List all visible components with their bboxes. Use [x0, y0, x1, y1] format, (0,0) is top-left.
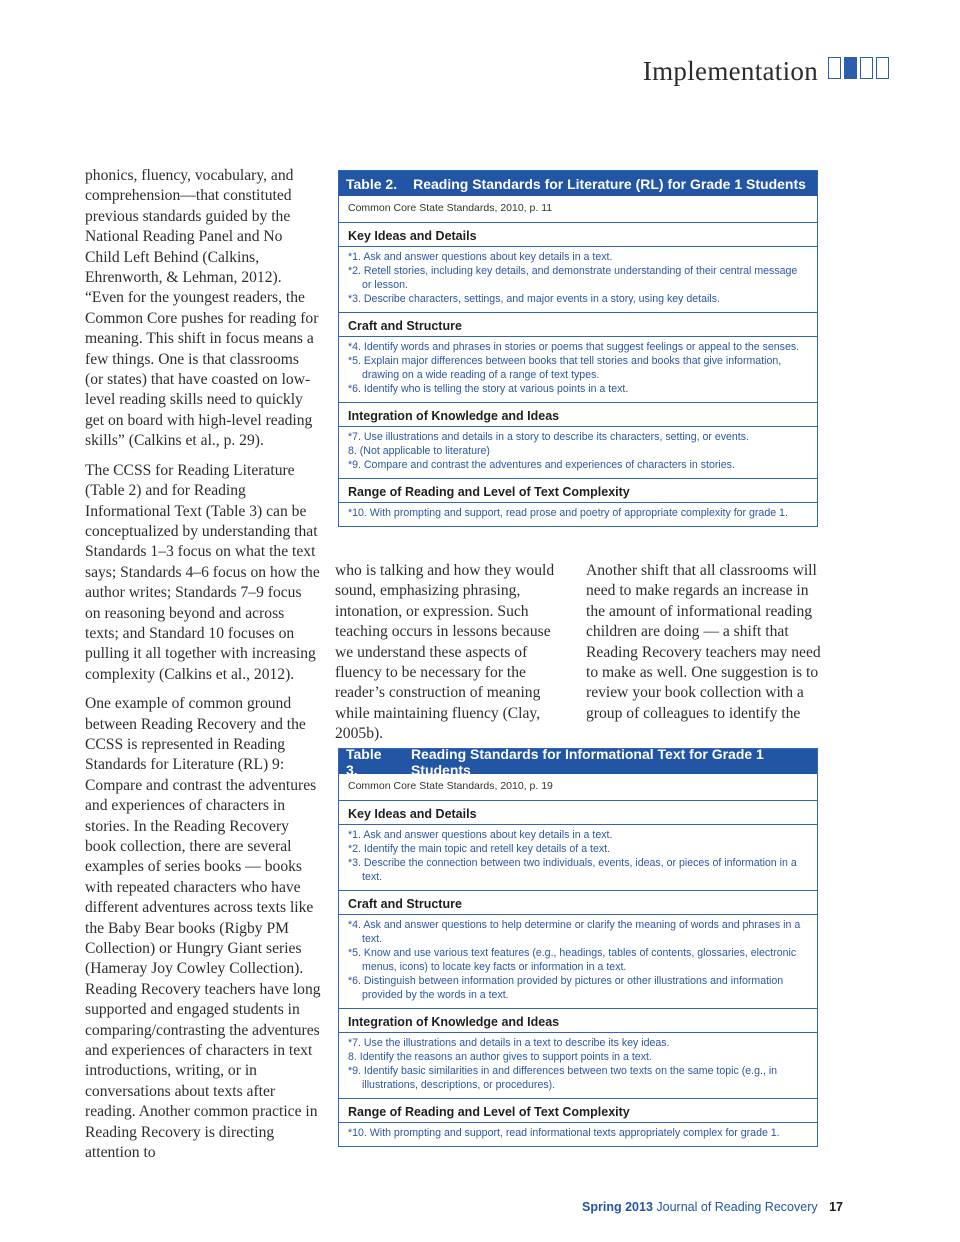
standard-item: 8. (Not applicable to literature) [348, 445, 490, 457]
standard-item: *5. Explain major differences between books that tell stories and books that give information, drawing on a wide reading of a range of text types. [348, 355, 782, 381]
standard-item: *7. Use illustrations and details in a story to describe its characters, setting, or events. [348, 431, 749, 443]
standard-item: *10. With prompting and support, read informational texts appropriately complex for grade 1. [348, 1127, 780, 1139]
body-paragraph: The CCSS for Reading Literature (Table 2) and for Reading Informational Text (Table 3) can be conceptualized by understanding that Standards 1–3 focus on what the text says; Standards 4–6 focus on how the author writes; Standards 7–9 focus on reasoning beyond and across texts; and Standard 10 focuses on pulling it all together with increasing complexity (Calkins et al., 2012). [85, 461, 320, 683]
standard-item: *3. Describe the connection between two individuals, events, ideas, or pieces of information in a text. [348, 857, 797, 883]
body-paragraph: Another shift that all classrooms will need to make regards an increase in the amount of informational reading children are doing — a shift that Reading Recovery teachers may need to make as well. One suggestion is to review your book collection with a group of colleagues to identify the [586, 562, 821, 722]
section-box-active [844, 57, 857, 79]
standard-item: *6. Distinguish between information provided by pictures or other illustrations and information provided by the words in a text. [348, 975, 784, 1001]
section-title: Integration of Knowledge and Ideas [339, 1009, 817, 1033]
standard-item: *2. Identify the main topic and retell key details of a text. [348, 843, 611, 855]
section-box [828, 57, 841, 79]
standard-item: *6. Identify who is telling the story at various points in a text. [348, 383, 629, 395]
page-number: 17 [829, 1200, 843, 1214]
table-3-section [339, 1009, 817, 1099]
body-paragraph: phonics, fluency, vocabulary, and comprehension—that constituted previous standards guided by the National Reading Panel and No Child Left Behind (Calkins, Ehrenworth, & Lehman, 2012). “Even for the youngest readers, the Common Core pushes for reading for meaning. This shift in focus means a few things. One is that classrooms (or states) that have coasted on low-level reading skills need to quickly get on board with high-level reading skills” (Calkins et al., p. 29). [85, 167, 319, 450]
table-2-section [339, 223, 817, 313]
standard-item: 8. Identify the reasons an author gives to support points in a text. [348, 1051, 652, 1063]
body-paragraph: One example of common ground between Reading Recovery and the CCSS is represented in Reading Standards for Literature (RL) 9: Compare and contrast the adventures and experiences of characters in stories. In the Reading Recovery book collection, there are several examples of series books — books with repeated characters who have different adventures across texts like the Baby Bear books (Rigby PM Collection) or Hungry Giant series (Hameray Joy Cowley Collection). Reading Recovery teachers have long supported and engaged students in comparing/contrasting the adventures and experiences of characters in text introductions, writing, or in conversations about texts after reading. Another common practice in Reading Recovery is directing attention to [85, 695, 321, 1162]
standard-item: *10. With prompting and support, read prose and poetry of appropriate complexity for grade 1. [348, 507, 788, 519]
standard-item: *9. Identify basic similarities in and differences between two texts on the same topic (e.g., in illustrations, descriptions, or procedures). [348, 1065, 778, 1091]
table-2-section [339, 313, 817, 403]
table-3-title: Reading Standards for Informational Text for Grade 1 Students [410, 745, 764, 778]
section-title: Range of Reading and Level of Text Complexity [339, 1099, 817, 1123]
table-3-section [339, 891, 817, 1009]
standard-item: *2. Retell stories, including key details, and demonstrate understanding of their central message or lesson. [348, 265, 798, 291]
standard-item: *4. Ask and answer questions to help determine or clarify the meaning of words and phrases in a text. [348, 919, 801, 945]
section-box [876, 57, 889, 79]
page-footer [582, 1200, 843, 1214]
standard-item: *1. Ask and answer questions about key details in a text. [348, 829, 613, 841]
table-2-heading [339, 171, 817, 196]
standard-item: *9. Compare and contrast the adventures and experiences of characters in stories. [348, 459, 735, 471]
standard-item: *7. Use the illustrations and details in a text to describe its key ideas. [348, 1037, 670, 1049]
table-3-section [339, 1099, 817, 1146]
table-2-source: Common Core State Standards, 2010, p. 11 [339, 196, 817, 223]
standard-item: *3. Describe characters, settings, and major events in a story, using key details. [348, 293, 720, 305]
section-title: Integration of Knowledge and Ideas [339, 403, 817, 427]
body-column-left [85, 166, 321, 1164]
standard-item: *4. Identify words and phrases in stories or poems that suggest feelings or appeal to the senses. [348, 341, 800, 353]
table-3-source: Common Core State Standards, 2010, p. 19 [339, 774, 817, 801]
section-boxes-icon [828, 57, 889, 79]
table-2-section [339, 479, 817, 526]
standard-item: *5. Know and use various text features (e.g., headings, tables of contents, glossaries, electronic menus, icons) to locate key facts or information in a text. [348, 947, 797, 973]
table-3-number: Table 3. [346, 745, 382, 778]
section-title: Craft and Structure [339, 313, 817, 337]
section-title: Key Ideas and Details [339, 223, 817, 247]
standard-item: *1. Ask and answer questions about key details in a text. [348, 251, 613, 263]
table-3-section [339, 801, 817, 891]
footer-journal: Journal of Reading Recovery [656, 1200, 818, 1214]
table-3-heading [339, 745, 817, 778]
section-box [860, 57, 873, 79]
table-2-title: Reading Standards for Literature (RL) for Grade 1 Students [413, 175, 806, 192]
footer-season: Spring 2013 [582, 1200, 653, 1214]
section-title: Craft and Structure [339, 891, 817, 915]
running-header-title: Implementation [642, 56, 818, 86]
body-paragraph: who is talking and how they would sound, emphasizing phrasing, intonation, or expression. Such teaching occurs in lessons because we understand these aspects of fluency to be necessary for the reader’s construction of meaning while maintaining fluency (Clay, 2005b). [335, 562, 555, 743]
section-title: Key Ideas and Details [339, 801, 817, 825]
body-column-right [586, 561, 822, 724]
table-2-section [339, 403, 817, 479]
table-2 [338, 170, 818, 527]
section-title: Range of Reading and Level of Text Complexity [339, 479, 817, 503]
table-3 [338, 745, 818, 1147]
body-column-middle [335, 561, 571, 745]
table-2-number: Table 2. [346, 175, 398, 192]
